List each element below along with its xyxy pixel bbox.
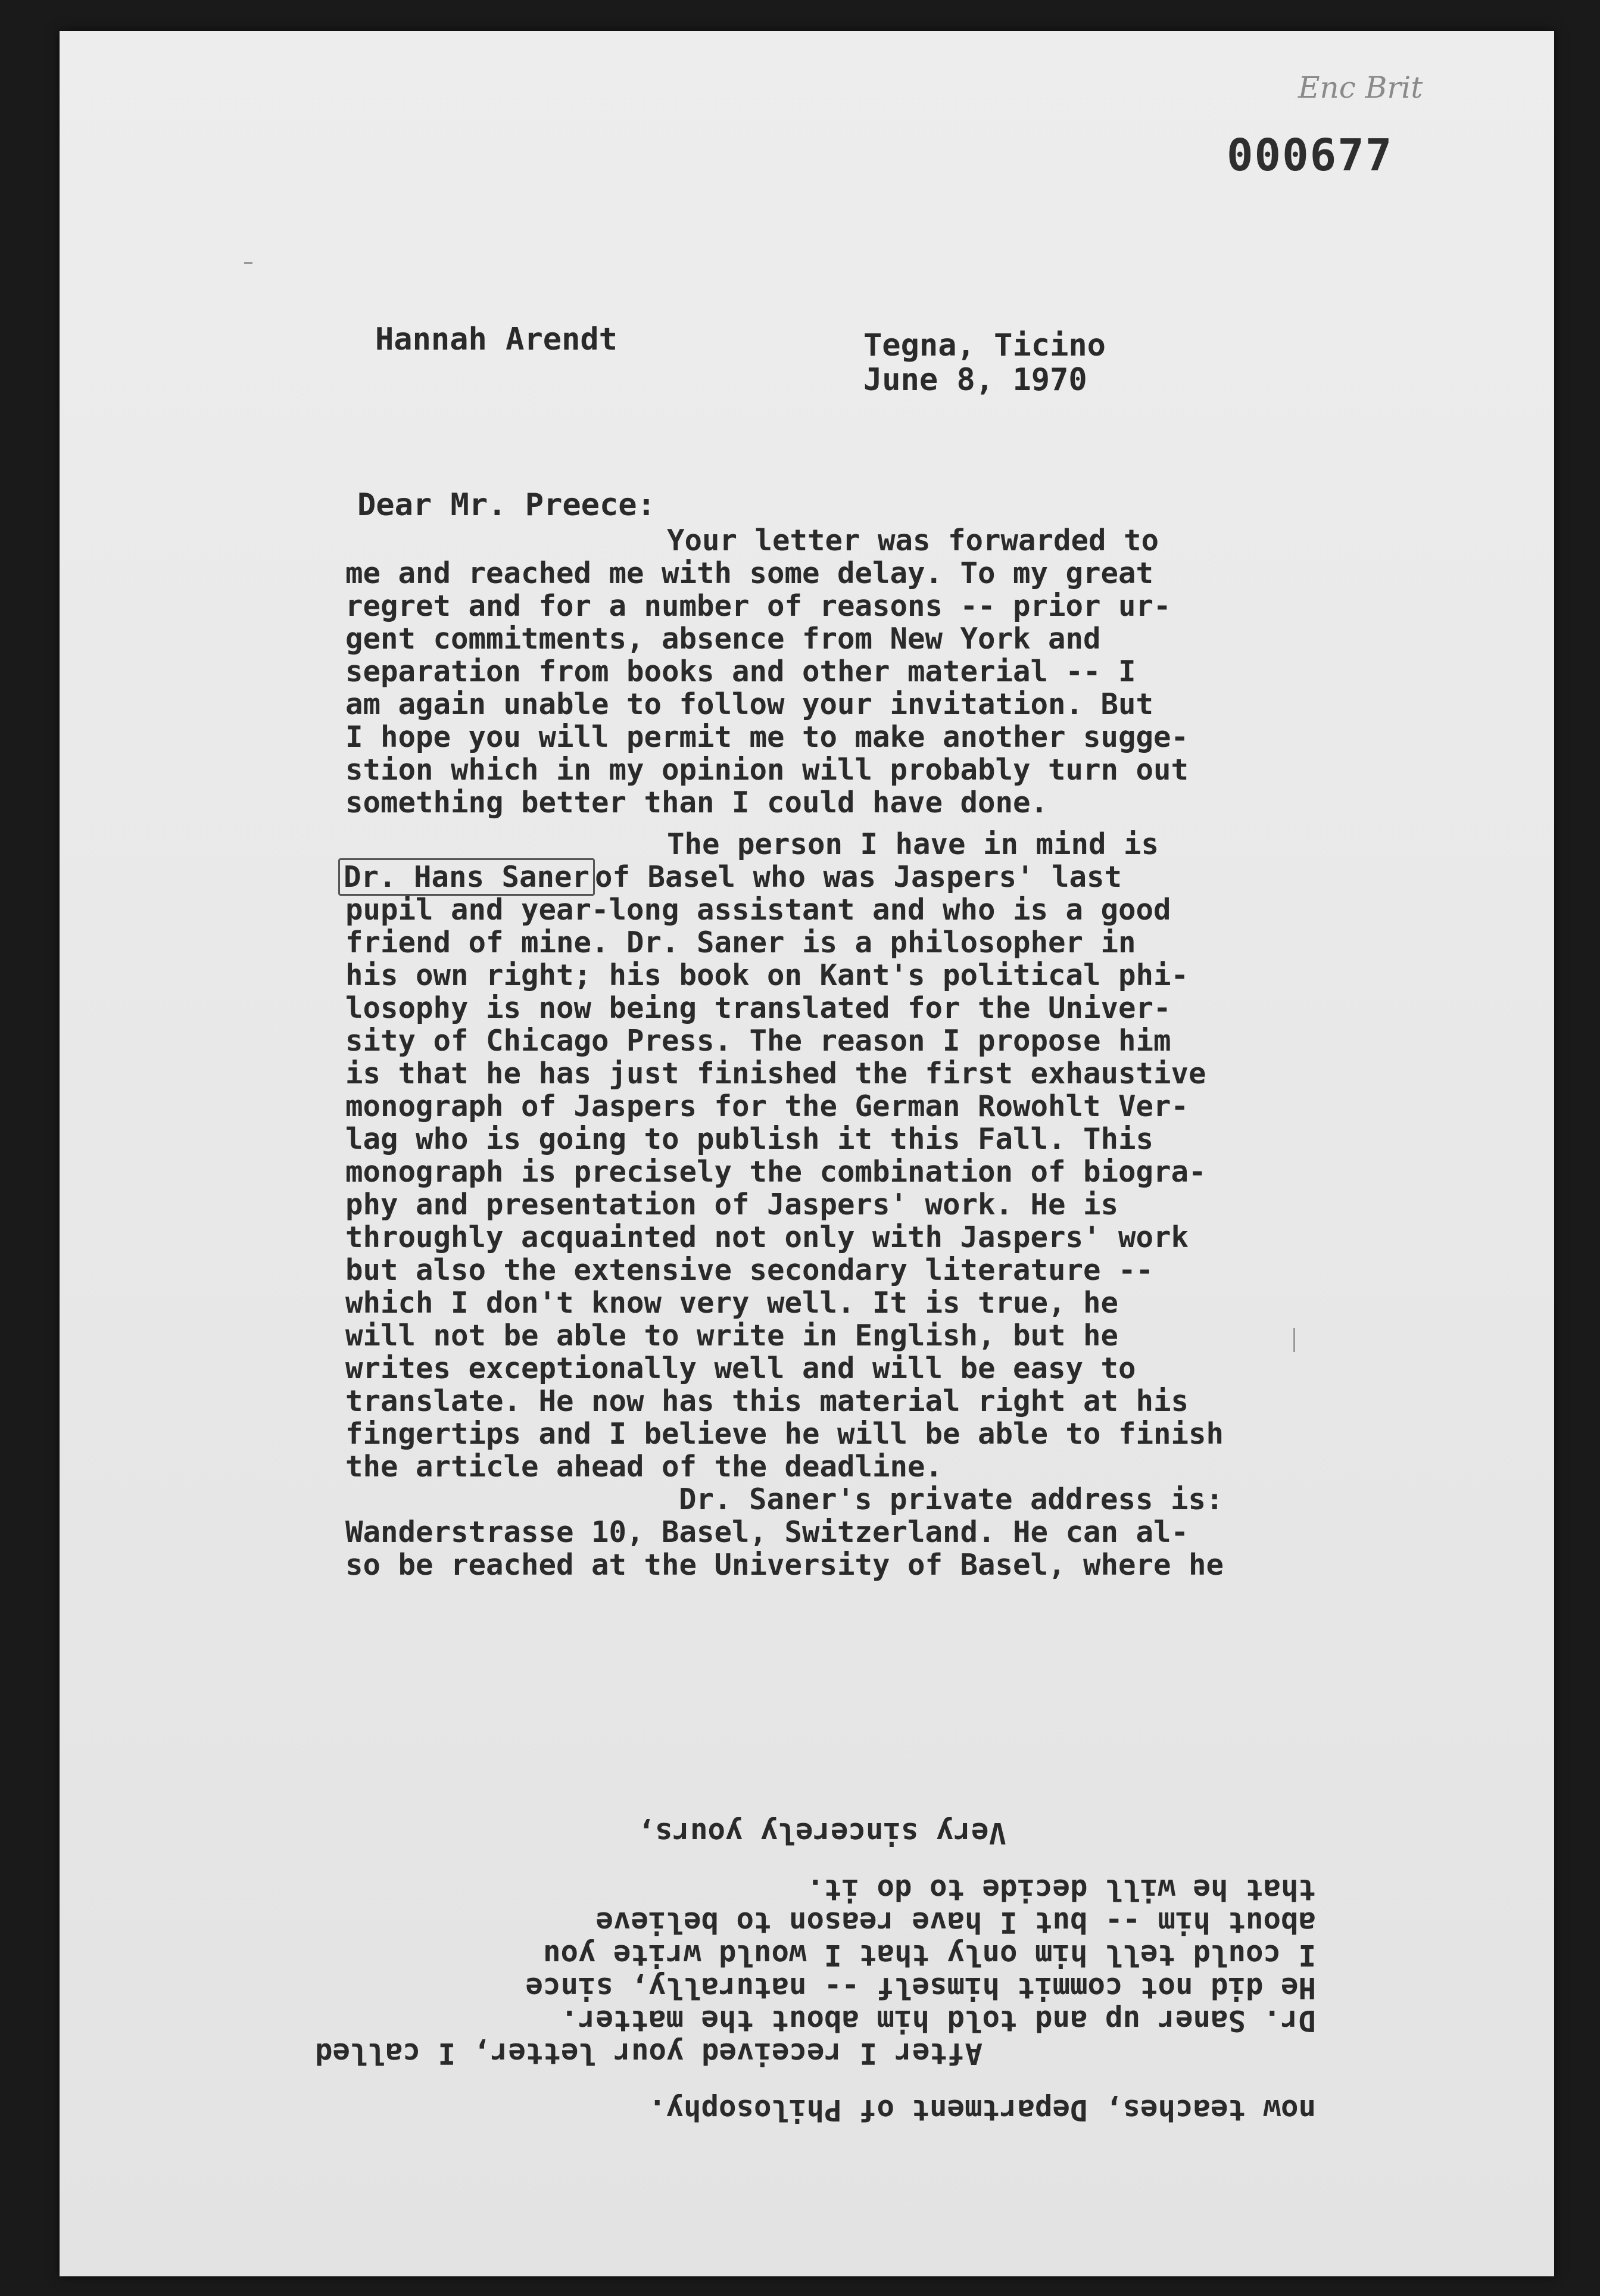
paragraph-line: is that he has just finished the first exhaustive — [345, 1057, 1206, 1091]
paragraph-line: losophy is now being translated for the Univer- — [345, 991, 1171, 1025]
paragraph-line: me and reached me with some delay. To my great — [345, 556, 1154, 590]
inverted-line: Dr. Saner up and told him about the matter. — [560, 2004, 1316, 2038]
paragraph-line: am again unable to follow your invitation. But — [345, 687, 1154, 721]
paragraph-line: pupil and year-long assistant and who is a good — [345, 893, 1171, 927]
inverted-line: that he will decide to do it. — [806, 1873, 1316, 1906]
paragraph-line: I hope you will permit me to make another sugge- — [345, 720, 1189, 754]
paragraph-2 — [345, 828, 1298, 1483]
paragraph-line: which I don't know very well. It is true, he — [345, 1286, 1119, 1320]
paragraph-line: Dr. Saner's private address is: — [679, 1482, 1224, 1516]
inverted-line: He did not commit himself -- naturally, since — [525, 1971, 1316, 2005]
handwritten-annotation: Enc Brit — [1298, 70, 1423, 105]
paragraph-line: monograph is precisely the combination of biogra- — [345, 1155, 1206, 1189]
sender-name: Hannah Arendt — [375, 322, 617, 357]
paragraph-line: writes exceptionally well and will be easy to — [345, 1351, 1136, 1385]
paragraph-line: monograph of Jaspers for the German Rowohlt Ver- — [345, 1089, 1189, 1123]
paragraph-line: translate. He now has this material right at his — [345, 1384, 1189, 1418]
margin-mark — [244, 262, 252, 264]
paragraph-line: fingertips and I believe he will be able to finish — [345, 1417, 1224, 1451]
paragraph-line: stion which in my opinion will probably turn out — [345, 753, 1189, 787]
paragraph-line: phy and presentation of Jaspers' work. He is — [345, 1188, 1119, 1222]
paragraph-line: throughly acquainted not only with Jaspers' work — [345, 1220, 1189, 1254]
paragraph-line: Wanderstrasse 10, Basel, Switzerland. He can al- — [345, 1515, 1189, 1549]
paragraph-line: will not be able to write in English, but he — [345, 1319, 1119, 1353]
closing: Very sincerely yours, — [637, 1816, 1006, 1850]
paragraph-line: sity of Chicago Press. The reason I propose him — [345, 1024, 1171, 1058]
inverted-line: about him -- but I have reason to believe — [595, 1905, 1316, 1939]
inverted-line: now teaches, Department of Philosophy. — [648, 2093, 1316, 2127]
document-number: 000677 — [1227, 130, 1393, 181]
inverted-line: After I received your letter, I called — [314, 2036, 983, 2070]
boxed-name: Dr. Hans Saner — [338, 858, 595, 896]
paragraph-line: of Basel who was Jaspers' last — [595, 860, 1122, 894]
paragraph-line: but also the extensive secondary literature -- — [345, 1253, 1154, 1287]
paragraph-line: Your letter was forwarded to — [667, 524, 1159, 557]
paragraph-line: lag who is going to publish it this Fall. This — [345, 1122, 1154, 1156]
paragraph-3 — [345, 1483, 1298, 1581]
paragraph-line: friend of mine. Dr. Saner is a philosopher in — [345, 926, 1136, 959]
paragraph-line: gent commitments, absence from New York and — [345, 622, 1101, 656]
margin-mark — [1293, 1328, 1295, 1352]
letter-place: Tegna, Ticino — [863, 328, 1106, 363]
salutation: Dear Mr. Preece: — [357, 487, 656, 523]
inverted-line: I could tell him only that I would write you — [542, 1938, 1316, 1972]
paragraph-line: regret and for a number of reasons -- prior ur- — [345, 589, 1171, 623]
inverted-section — [314, 1757, 1316, 2127]
paragraph-line: so be reached at the University of Basel, where he — [345, 1548, 1224, 1582]
paragraph-line: The person I have in mind is — [667, 827, 1159, 861]
paragraph-line: his own right; his book on Kant's political phi- — [345, 958, 1189, 992]
paragraph-line: the article ahead of the deadline. — [345, 1450, 943, 1484]
paragraph-line: something better than I could have done. — [345, 786, 1049, 820]
letter-date: June 8, 1970 — [863, 362, 1087, 398]
paragraph-line: separation from books and other material -- I — [345, 655, 1136, 689]
paragraph-1 — [345, 524, 1298, 819]
